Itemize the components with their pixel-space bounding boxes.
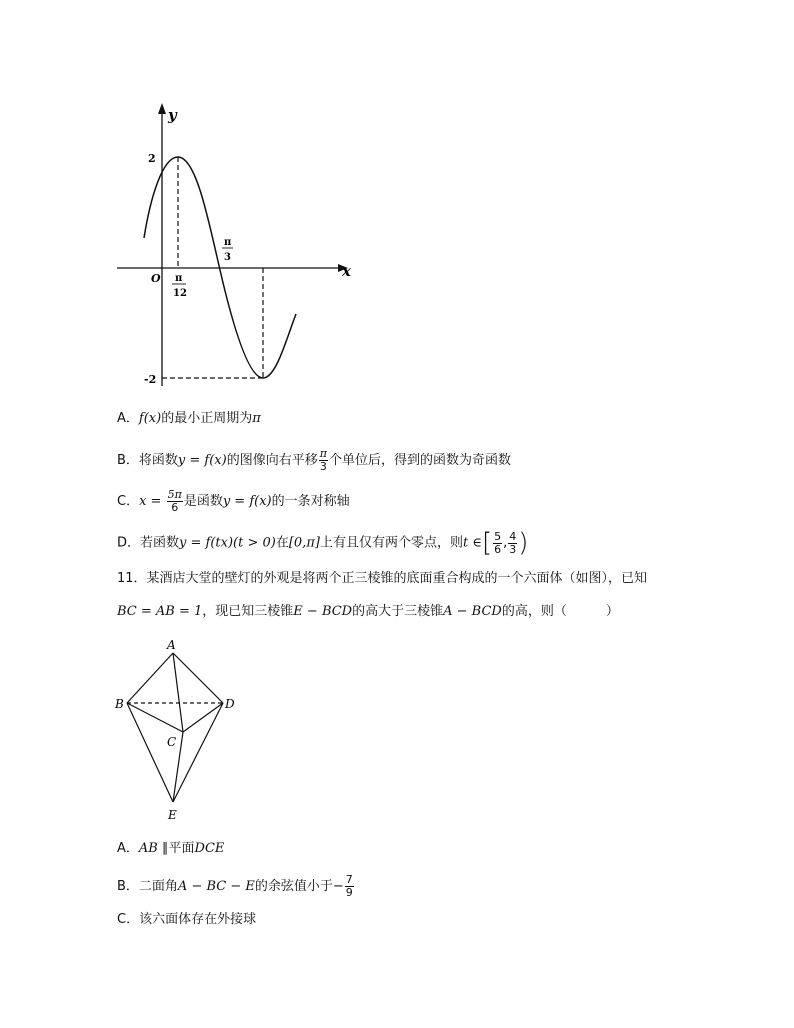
sine-graph <box>110 100 360 390</box>
q10-option-d: D．若函数y = f(tx)(t > 0)在[0,π]上有且仅有两个零点，则t ∈[ $\frac{5}{6}$ , $\frac{4}{3}$ ) <box>117 528 529 558</box>
q11-stem-line1: 11．某酒店大堂的壁灯的外观是将两个正三棱锥的底面重合构成的一个六面体（如图），已知 <box>117 571 648 586</box>
vertex-c-label: C <box>167 735 177 749</box>
y-axis-arrow-icon <box>158 103 166 114</box>
origin-label: O <box>151 272 161 285</box>
tick-pi-12-num: π <box>175 273 183 284</box>
q10-option-a: A．f(x)的最小正周期为π <box>117 411 261 426</box>
q10-option-b: B．将函数y = f(x)的图像向右平移 $\frac{\pi}{3}$ 个单位后，得到的函数为奇函数 <box>117 447 511 473</box>
vertex-b-label: B <box>115 697 124 711</box>
q11-stem-line2: BC = AB = 1，现已知三棱锥E − BCD的高大于三棱锥A − BCD的高，则（ ） <box>117 604 619 619</box>
hexahedron-figure <box>110 636 250 826</box>
vertex-e-label: E <box>168 808 177 822</box>
vertex-a-label: A <box>167 638 176 652</box>
tick-pi-3-den: 3 <box>224 252 231 263</box>
tick-pi-3-num: π <box>224 237 232 248</box>
q11-option-b: B．二面角A − BC − E的余弦值小于− $\frac{7}{9}$ <box>117 873 353 899</box>
q11-option-a: A．AB ∥平面DCE <box>117 841 225 856</box>
q10-option-c: C．x = $\frac{5\pi}{6}$ 是函数y = f(x)的一条对称轴 <box>117 488 350 514</box>
tick-y-neg2: -2 <box>144 373 157 386</box>
vertex-d-label: D <box>225 697 235 711</box>
tick-pi-12-den: 12 <box>173 288 187 299</box>
x-axis-label: x <box>342 262 351 280</box>
y-axis-label: y <box>168 106 177 124</box>
q11-option-c: C．该六面体存在外接球 <box>117 912 257 927</box>
tick-y-2: 2 <box>148 152 156 165</box>
